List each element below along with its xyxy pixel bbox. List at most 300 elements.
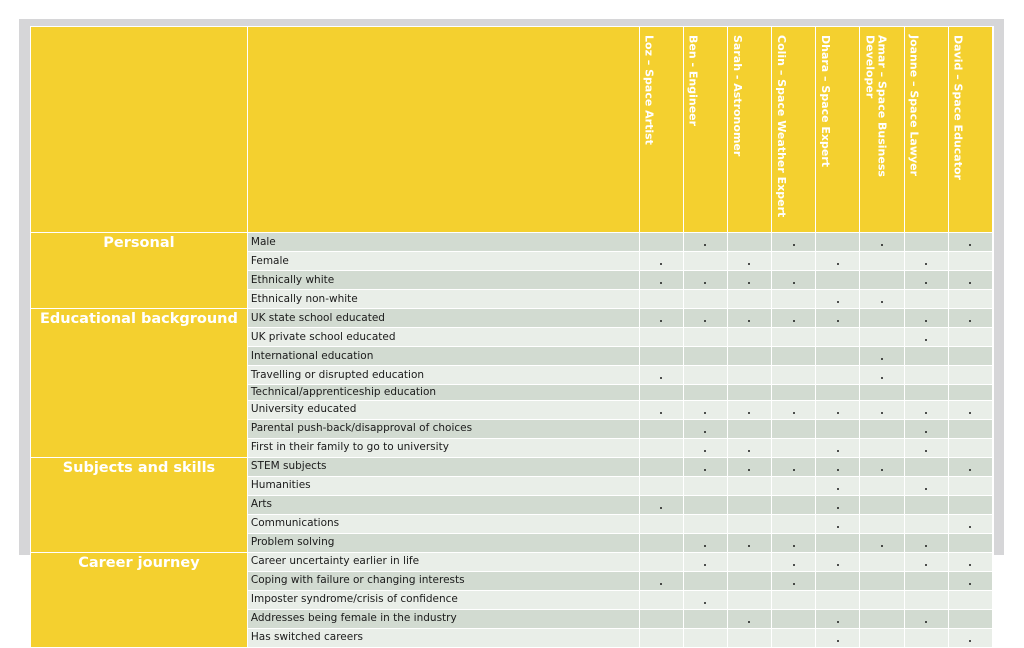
check-mark: [837, 488, 839, 490]
attribute-cell: [904, 571, 948, 590]
table-row: [31, 552, 993, 571]
attribute-cell: [683, 514, 727, 533]
attribute-cell: [816, 328, 860, 347]
attribute-cell: [639, 495, 683, 514]
attribute-cell: [683, 271, 727, 290]
attribute-cell: [772, 533, 816, 552]
table-row: [31, 233, 993, 252]
check-mark: [660, 377, 662, 379]
check-mark: [969, 320, 971, 322]
attribute-cell: [948, 609, 992, 628]
attribute-cell: [816, 571, 860, 590]
attribute-cell: [727, 628, 771, 647]
check-mark: [925, 450, 927, 452]
attribute-cell: [948, 347, 992, 366]
header-row: [31, 27, 993, 233]
check-mark: [793, 583, 795, 585]
check-mark: [793, 412, 795, 414]
attribute-cell: [683, 385, 727, 401]
check-mark: [969, 412, 971, 414]
attribute-cell: [948, 590, 992, 609]
check-mark: [748, 282, 750, 284]
check-mark: [837, 412, 839, 414]
row-label: Travelling or disrupted education: [247, 366, 639, 385]
attribute-cell: [948, 328, 992, 347]
attribute-cell: [860, 590, 904, 609]
attribute-cell: [772, 366, 816, 385]
check-mark: [793, 244, 795, 246]
attribute-cell: [772, 419, 816, 438]
attribute-cell: [948, 271, 992, 290]
check-mark: [881, 412, 883, 414]
check-mark: [881, 469, 883, 471]
check-mark: [660, 282, 662, 284]
check-mark: [793, 545, 795, 547]
attribute-cell: [948, 457, 992, 476]
check-mark: [925, 564, 927, 566]
attribute-cell: [772, 457, 816, 476]
attribute-cell: [904, 457, 948, 476]
attribute-cell: [639, 628, 683, 647]
attribute-cell: [727, 400, 771, 419]
attribute-cell: [816, 457, 860, 476]
attribute-cell: [816, 233, 860, 252]
attribute-cell: [772, 309, 816, 328]
check-mark: [969, 583, 971, 585]
row-label: Problem solving: [247, 533, 639, 552]
check-mark: [969, 469, 971, 471]
attribute-cell: [727, 495, 771, 514]
row-label: Addresses being female in the industry: [247, 609, 639, 628]
check-mark: [660, 320, 662, 322]
attribute-cell: [683, 290, 727, 309]
check-mark: [748, 450, 750, 452]
attribute-cell: [683, 628, 727, 647]
row-label: UK private school educated: [247, 328, 639, 347]
attribute-cell: [727, 290, 771, 309]
person-header-colin: [772, 27, 816, 233]
attribute-cell: [860, 309, 904, 328]
attribute-cell: [772, 476, 816, 495]
attribute-cell: [639, 514, 683, 533]
attribute-cell: [816, 533, 860, 552]
check-mark: [793, 469, 795, 471]
attribute-cell: [904, 438, 948, 457]
attribute-cell: [772, 628, 816, 647]
check-mark: [793, 282, 795, 284]
check-mark: [969, 526, 971, 528]
attribute-cell: [816, 366, 860, 385]
attribute-cell: [727, 533, 771, 552]
person-header-joanne: [904, 27, 948, 233]
attribute-cell: [727, 552, 771, 571]
attribute-cell: [948, 385, 992, 401]
row-label: Male: [247, 233, 639, 252]
attribute-cell: [948, 533, 992, 552]
check-mark: [925, 320, 927, 322]
attribute-cell: [948, 628, 992, 647]
check-mark: [881, 358, 883, 360]
attribute-cell: [772, 347, 816, 366]
attribute-cell: [948, 438, 992, 457]
attribute-cell: [860, 328, 904, 347]
attribute-cell: [639, 385, 683, 401]
check-mark: [704, 450, 706, 452]
attribute-cell: [948, 552, 992, 571]
attribute-cell: [860, 457, 904, 476]
attribute-cell: [683, 609, 727, 628]
section-title: Career journey: [31, 552, 248, 647]
attribute-cell: [860, 609, 904, 628]
attribute-cell: [948, 476, 992, 495]
attribute-cell: [904, 290, 948, 309]
attribute-cell: [727, 309, 771, 328]
row-label: Humanities: [247, 476, 639, 495]
row-label: University educated: [247, 400, 639, 419]
row-label: Imposter syndrome/crisis of confidence: [247, 590, 639, 609]
attribute-cell: [948, 495, 992, 514]
attribute-cell: [727, 328, 771, 347]
attribute-cell: [683, 347, 727, 366]
person-name: Dhara – Space Expert: [819, 35, 833, 168]
check-mark: [660, 583, 662, 585]
row-label: UK state school educated: [247, 309, 639, 328]
attribute-cell: [727, 476, 771, 495]
check-mark: [837, 263, 839, 265]
check-mark: [704, 282, 706, 284]
attribute-cell: [860, 571, 904, 590]
attribute-cell: [683, 233, 727, 252]
check-mark: [748, 545, 750, 547]
row-label: Ethnically white: [247, 271, 639, 290]
attribute-cell: [727, 347, 771, 366]
attribute-cell: [904, 533, 948, 552]
check-mark: [837, 301, 839, 303]
person-name: Loz – Space Artist: [642, 35, 656, 145]
attribute-cell: [639, 457, 683, 476]
attribute-cell: [639, 590, 683, 609]
person-header-ben: [683, 27, 727, 233]
row-label: Parental push-back/disapproval of choices: [247, 419, 639, 438]
check-mark: [925, 339, 927, 341]
attribute-cell: [860, 290, 904, 309]
row-label: International education: [247, 347, 639, 366]
person-name: Colin – Space Weather Expert: [775, 35, 789, 218]
attribute-cell: [816, 400, 860, 419]
attribute-cell: [860, 438, 904, 457]
attribute-cell: [948, 290, 992, 309]
attribute-cell: [683, 366, 727, 385]
attribute-cell: [683, 476, 727, 495]
check-mark: [837, 526, 839, 528]
person-name: Ben - Engineer: [686, 35, 700, 127]
check-mark: [748, 412, 750, 414]
attribute-cell: [727, 590, 771, 609]
table-row: [31, 457, 993, 476]
attribute-cell: [904, 628, 948, 647]
person-header-loz: [639, 27, 683, 233]
attribute-cell: [904, 476, 948, 495]
header-label-cell: [247, 27, 639, 233]
attribute-cell: [816, 609, 860, 628]
check-mark: [793, 320, 795, 322]
attribute-cell: [816, 290, 860, 309]
attribute-cell: [860, 233, 904, 252]
attribute-cell: [772, 495, 816, 514]
row-label: First in their family to go to university: [247, 438, 639, 457]
attribute-cell: [683, 309, 727, 328]
attribute-cell: [683, 457, 727, 476]
attribute-cell: [860, 400, 904, 419]
attribute-cell: [816, 252, 860, 271]
attribute-cell: [727, 233, 771, 252]
attribute-cell: [904, 328, 948, 347]
section-title: Subjects and skills: [31, 457, 248, 552]
attribute-cell: [860, 552, 904, 571]
attribute-cell: [683, 533, 727, 552]
attribute-cell: [683, 571, 727, 590]
attribute-cell: [683, 419, 727, 438]
attribute-cell: [860, 347, 904, 366]
check-mark: [925, 263, 927, 265]
attribute-cell: [772, 290, 816, 309]
attribute-cell: [639, 533, 683, 552]
person-header-dhara: [816, 27, 860, 233]
attribute-cell: [948, 400, 992, 419]
attribute-cell: [639, 419, 683, 438]
attribute-cell: [639, 400, 683, 419]
check-mark: [704, 469, 706, 471]
check-mark: [925, 621, 927, 623]
attribute-cell: [816, 309, 860, 328]
check-mark: [748, 320, 750, 322]
attribute-cell: [683, 495, 727, 514]
attribute-cell: [860, 628, 904, 647]
attribute-cell: [904, 419, 948, 438]
check-mark: [660, 507, 662, 509]
attribute-cell: [772, 400, 816, 419]
table-row: [31, 309, 993, 328]
attribute-cell: [772, 328, 816, 347]
check-mark: [837, 640, 839, 642]
attribute-cell: [639, 309, 683, 328]
attribute-cell: [860, 385, 904, 401]
row-label: STEM subjects: [247, 457, 639, 476]
attribute-cell: [772, 385, 816, 401]
check-mark: [837, 564, 839, 566]
attribute-cell: [860, 495, 904, 514]
check-mark: [793, 564, 795, 566]
attribute-cell: [727, 271, 771, 290]
attribute-cell: [639, 252, 683, 271]
check-mark: [925, 431, 927, 433]
attribute-cell: [772, 233, 816, 252]
comparison-table: [30, 26, 993, 648]
attribute-cell: [772, 609, 816, 628]
check-mark: [881, 545, 883, 547]
attribute-cell: [860, 366, 904, 385]
attribute-cell: [772, 571, 816, 590]
check-mark: [969, 282, 971, 284]
person-header-sarah: [727, 27, 771, 233]
row-label: Arts: [247, 495, 639, 514]
attribute-cell: [904, 233, 948, 252]
attribute-cell: [639, 366, 683, 385]
attribute-cell: [816, 552, 860, 571]
attribute-cell: [727, 438, 771, 457]
attribute-cell: [860, 533, 904, 552]
section-title: Educational background: [31, 309, 248, 458]
attribute-cell: [816, 476, 860, 495]
attribute-cell: [860, 476, 904, 495]
attribute-cell: [683, 252, 727, 271]
check-mark: [704, 602, 706, 604]
attribute-cell: [772, 252, 816, 271]
check-mark: [925, 488, 927, 490]
attribute-cell: [948, 419, 992, 438]
person-header-amar: [860, 27, 904, 233]
attribute-cell: [727, 366, 771, 385]
attribute-cell: [904, 309, 948, 328]
check-mark: [969, 640, 971, 642]
attribute-cell: [683, 328, 727, 347]
row-label: Technical/apprenticeship education: [247, 385, 639, 401]
attribute-cell: [816, 514, 860, 533]
person-name: Sarah - Astronomer: [730, 35, 744, 157]
attribute-cell: [727, 609, 771, 628]
attribute-cell: [816, 271, 860, 290]
row-label: Ethnically non-white: [247, 290, 639, 309]
check-mark: [704, 545, 706, 547]
attribute-cell: [904, 347, 948, 366]
check-mark: [704, 320, 706, 322]
person-name: David – Space Educator: [951, 35, 965, 180]
attribute-cell: [904, 252, 948, 271]
attribute-cell: [772, 438, 816, 457]
attribute-cell: [904, 400, 948, 419]
table-body: [31, 233, 993, 648]
header-category-cell: [31, 27, 248, 233]
attribute-cell: [727, 252, 771, 271]
attribute-cell: [639, 347, 683, 366]
check-mark: [881, 377, 883, 379]
attribute-cell: [639, 476, 683, 495]
attribute-cell: [904, 590, 948, 609]
attribute-cell: [816, 419, 860, 438]
check-mark: [881, 301, 883, 303]
attribute-cell: [683, 400, 727, 419]
row-label: Has switched careers: [247, 628, 639, 647]
attribute-cell: [860, 252, 904, 271]
person-header-david: [948, 27, 992, 233]
check-mark: [969, 564, 971, 566]
row-label: Career uncertainty earlier in life: [247, 552, 639, 571]
row-label: Female: [247, 252, 639, 271]
check-mark: [837, 621, 839, 623]
attribute-cell: [772, 514, 816, 533]
attribute-cell: [772, 590, 816, 609]
attribute-cell: [727, 385, 771, 401]
section-title: Personal: [31, 233, 248, 309]
attribute-cell: [727, 419, 771, 438]
attribute-cell: [904, 552, 948, 571]
attribute-cell: [948, 252, 992, 271]
row-label: Communications: [247, 514, 639, 533]
check-mark: [748, 621, 750, 623]
attribute-cell: [683, 590, 727, 609]
check-mark: [660, 263, 662, 265]
attribute-cell: [639, 233, 683, 252]
attribute-cell: [639, 328, 683, 347]
check-mark: [748, 263, 750, 265]
person-name: Joanne – Space Lawyer: [907, 35, 921, 177]
attribute-cell: [639, 438, 683, 457]
check-mark: [925, 412, 927, 414]
attribute-cell: [816, 495, 860, 514]
check-mark: [704, 564, 706, 566]
attribute-cell: [860, 271, 904, 290]
check-mark: [837, 320, 839, 322]
comparison-table-container: [30, 26, 994, 643]
check-mark: [925, 545, 927, 547]
attribute-cell: [772, 552, 816, 571]
attribute-cell: [860, 419, 904, 438]
check-mark: [969, 244, 971, 246]
attribute-cell: [904, 385, 948, 401]
attribute-cell: [948, 366, 992, 385]
attribute-cell: [904, 514, 948, 533]
attribute-cell: [683, 438, 727, 457]
check-mark: [837, 469, 839, 471]
check-mark: [881, 244, 883, 246]
attribute-cell: [639, 552, 683, 571]
attribute-cell: [948, 571, 992, 590]
attribute-cell: [860, 514, 904, 533]
check-mark: [748, 469, 750, 471]
attribute-cell: [904, 366, 948, 385]
attribute-cell: [948, 233, 992, 252]
attribute-cell: [948, 309, 992, 328]
attribute-cell: [816, 438, 860, 457]
attribute-cell: [816, 590, 860, 609]
attribute-cell: [816, 347, 860, 366]
attribute-cell: [639, 609, 683, 628]
person-name: Amar – Space Business Developer: [863, 35, 889, 177]
attribute-cell: [639, 290, 683, 309]
check-mark: [704, 431, 706, 433]
attribute-cell: [816, 628, 860, 647]
attribute-cell: [727, 571, 771, 590]
attribute-cell: [948, 514, 992, 533]
attribute-cell: [683, 552, 727, 571]
attribute-cell: [727, 457, 771, 476]
attribute-cell: [727, 514, 771, 533]
check-mark: [925, 282, 927, 284]
attribute-cell: [772, 271, 816, 290]
attribute-cell: [904, 609, 948, 628]
check-mark: [660, 412, 662, 414]
attribute-cell: [639, 571, 683, 590]
attribute-cell: [904, 495, 948, 514]
attribute-cell: [816, 385, 860, 401]
attribute-cell: [639, 271, 683, 290]
check-mark: [837, 450, 839, 452]
check-mark: [837, 507, 839, 509]
check-mark: [704, 412, 706, 414]
row-label: Coping with failure or changing interests: [247, 571, 639, 590]
attribute-cell: [904, 271, 948, 290]
check-mark: [704, 244, 706, 246]
